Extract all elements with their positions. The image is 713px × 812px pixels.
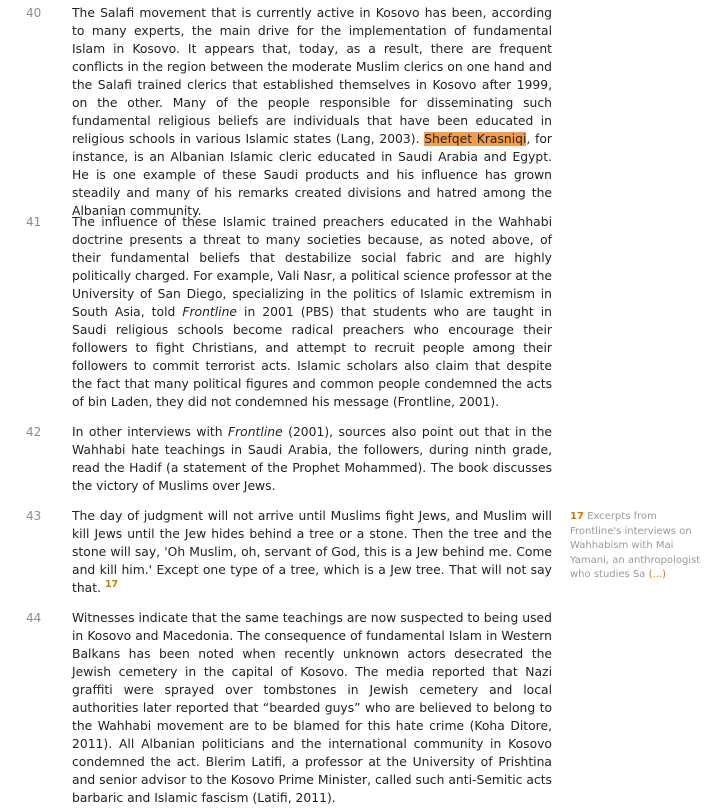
- text-segment: The Salafi movement that is currently active in Kosovo has been, according to many experts, the main drive for the implementation of fundamental Islam in Kosovo. It appears that, today, as a result, there are frequent conflicts in the region between the moderate Muslim clerics on one hand and the Salafi trained clerics that established themselves in Kosovo after 1999, on the other. Many of the people responsible for disseminating such fundamental religious beliefs are individuals that have been educated in religious schools in various Islamic states (Lang, 2003).: [72, 6, 552, 146]
- paragraph-number: 42: [26, 425, 42, 439]
- paragraph-text: [72, 507, 552, 597]
- paragraph-text: [72, 423, 552, 495]
- paragraph-number: 40: [26, 6, 42, 20]
- footnote-text: Excerpts from Frontline's interviews on Wahhabism with Mai Yamani, an anthropologist who studies Sa: [570, 511, 701, 580]
- paragraph-text: [72, 609, 552, 807]
- text-segment: (2001), sources also point out that in the Wahhabi hate teachings in Saudi Arabia, the followers, during ninth grade, read the Hadif (a statement of the Prophet Mohammed). The book discusses the victory of Muslims over Jews.: [72, 425, 552, 493]
- highlighted-annotation[interactable]: Shefqet Krasniqi: [424, 132, 527, 146]
- footnote-expand-link[interactable]: (...): [648, 569, 666, 580]
- paragraph-number: 43: [26, 509, 42, 523]
- text-segment: In other interviews with: [72, 425, 228, 439]
- paragraph-number: 41: [26, 215, 42, 229]
- margin-footnote: [570, 510, 710, 583]
- italic-title: Frontline: [182, 305, 238, 319]
- text-segment: in 2001 (PBS) that students who are taught in Saudi religious schools become radical preachers who encourage their followers to fight Christians, and attempt to recruit people among their followers to commit terrorist acts. Islamic scholars also claim that despite the fact that many political figures and common people condemned the acts of bin Laden, they did not condemned his message (Frontline, 2001).: [72, 305, 552, 409]
- text-segment: The day of judgment will not arrive until Muslims fight Jews, and Muslim will kill Jews until the Jew hides behind a tree or a stone. Then the tree and the stone will say, 'Oh Muslim, oh, servant of God, this is a Jew behind me. Come and kill him.' Except one type of a tree, which is a Jew tree. That will not say that.: [72, 509, 552, 595]
- footnote-number: 17: [570, 511, 584, 522]
- text-segment: , for instance, is an Albanian Islamic cleric educated in Saudi Arabia and Egypt. He is one example of these Saudi products and his influence has grown steadily and many of his remarks created divisions and hatred among the Albanian community.: [72, 132, 552, 218]
- text-segment: Witnesses indicate that the same teachings are now suspected to being used in Kosovo and Macedonia. The consequence of fundamental Islam in Western Balkans has been noted when recently unknown actors desecrated the Jewish cemetery in the capital of Kosovo. The media reported that Nazi graffiti were sprayed over tombstones in Jewish cemetery and local authorities later reported that “bearded guys” who are believed to belong to the Wahhabi movement are to be blamed for this hate crime (Koha Ditore, 2011). All Albanian politicians and the international community in Kosovo condemned the act. Blerim Latifi, a professor at the University of Prishtina and senior advisor to the Kosovo Prime Minister, called such anti-Semitic acts barbaric and Islamic fascism (Latifi, 2011).: [72, 611, 552, 805]
- paragraph-number: 44: [26, 611, 42, 625]
- text-segment: The influence of these Islamic trained preachers educated in the Wahhabi doctrine presents a threat to many societies because, as noted above, of their fundamental beliefs that destabilize social fabric and are highly politically charged. For example, Vali Nasr, a political science professor at the University of San Diego, specializing in the politics of Islamic extremism in South Asia, told: [72, 215, 552, 319]
- paragraph-text: [72, 213, 552, 411]
- paragraph-text: [72, 4, 552, 220]
- italic-title: Frontline: [228, 425, 283, 439]
- footnote-reference[interactable]: 17: [104, 578, 119, 590]
